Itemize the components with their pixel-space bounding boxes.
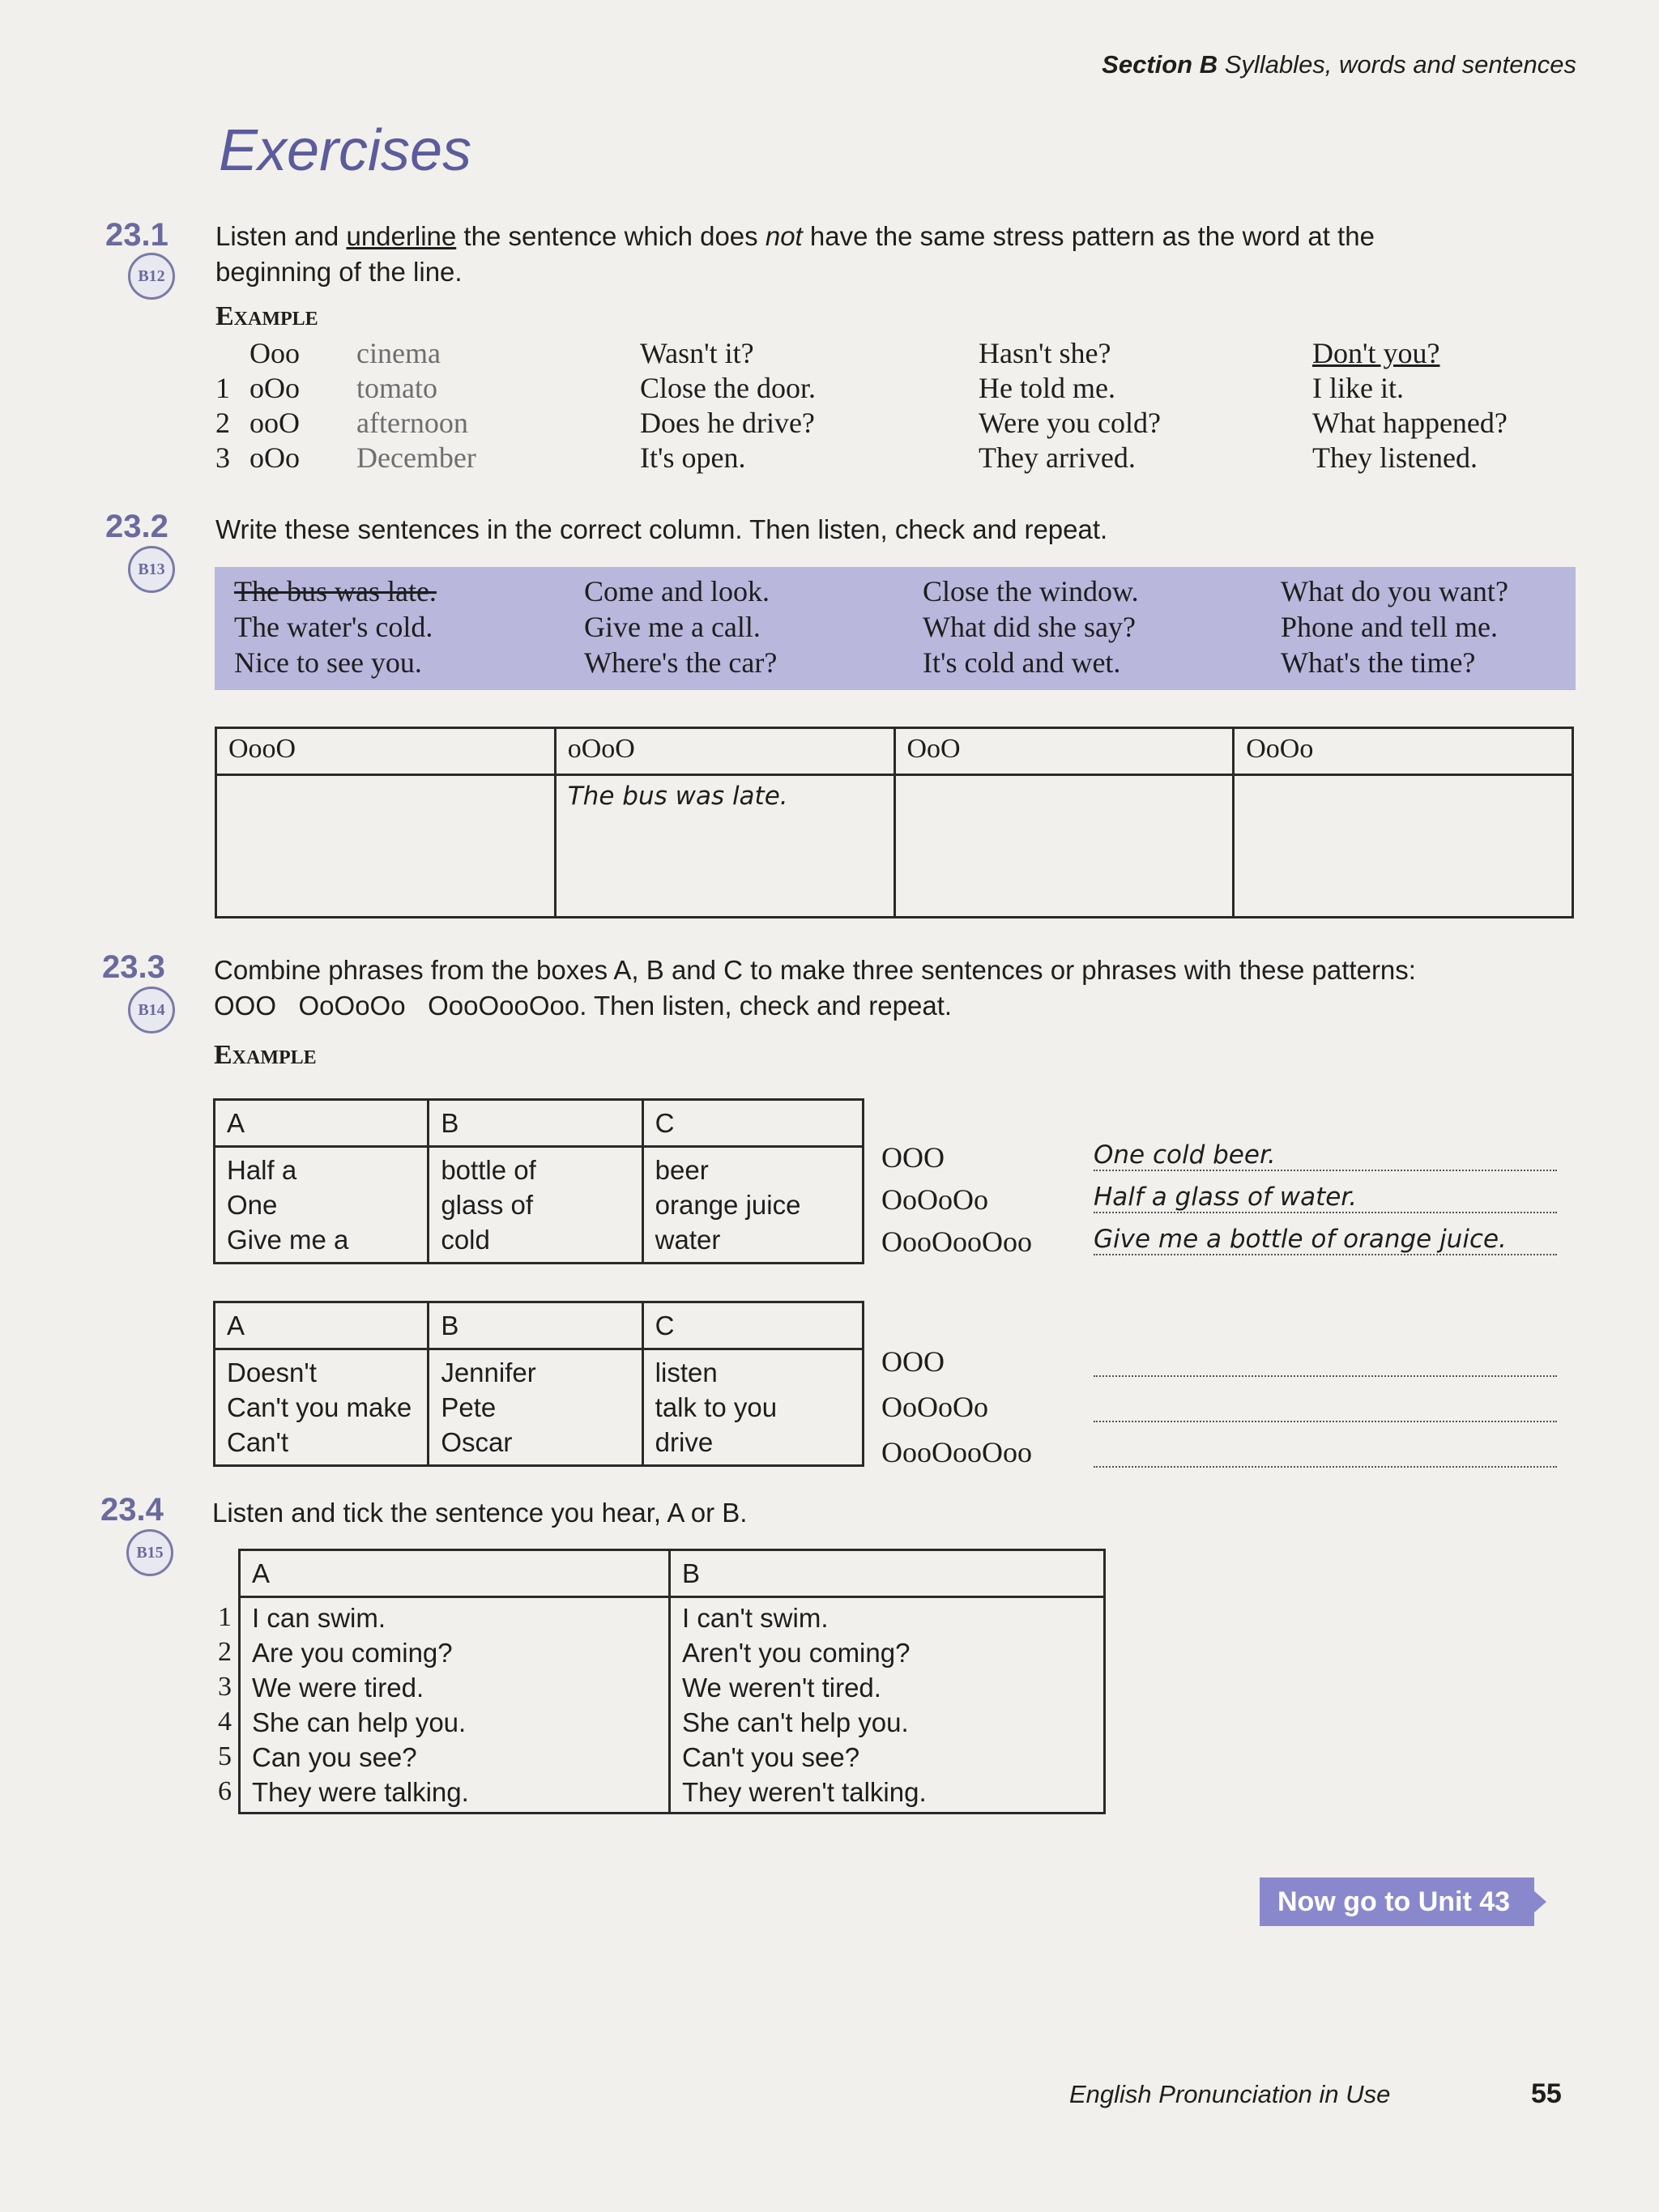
book-title: English Pronunciation in Use — [1069, 2080, 1391, 2108]
box-sentence: Nice to see you. — [234, 646, 422, 679]
phrase-table — [213, 1301, 864, 1467]
answer-line[interactable] — [1094, 1351, 1557, 1377]
pattern: OOO — [881, 1141, 945, 1174]
box-sentence: Where's the car? — [584, 646, 778, 679]
pattern-answer-row — [881, 1183, 1570, 1225]
column-b — [429, 1147, 642, 1264]
cd-track-icon[interactable] — [128, 253, 175, 300]
answer-cell[interactable] — [555, 775, 894, 918]
column-header: OoO — [894, 728, 1234, 775]
row-number: 6 — [218, 1775, 232, 1806]
column-header: C — [642, 1100, 863, 1147]
instruction-23-4: Listen and tick the sentence you hear, A or B. — [212, 1498, 748, 1528]
phrase: Can't — [227, 1427, 289, 1457]
tick-table — [201, 1549, 1106, 1814]
pattern: OOO — [881, 1345, 945, 1378]
row-number: 2 — [218, 1636, 232, 1667]
phrase: One — [227, 1190, 278, 1220]
pattern: OoOoOo — [881, 1183, 988, 1216]
option-a[interactable]: Are you coming? — [252, 1638, 453, 1668]
pattern-answer-row — [881, 1390, 1570, 1435]
box-sentence: It's cold and wet. — [923, 646, 1121, 679]
option-a[interactable]: She can help you. — [252, 1707, 467, 1737]
column-header: oOoO — [555, 728, 894, 775]
cd-track-icon[interactable] — [128, 987, 175, 1034]
column-a — [215, 1349, 429, 1466]
phrase: Pete — [441, 1392, 497, 1422]
phrase: drive — [655, 1427, 714, 1457]
answer-cell[interactable] — [1234, 775, 1573, 918]
instruction-23-3 — [214, 953, 1623, 1024]
phrase: water — [655, 1225, 721, 1255]
row-numbers — [201, 1597, 240, 1813]
next-unit-button[interactable] — [1260, 1877, 1534, 1926]
row-number: 3 — [218, 1671, 232, 1702]
answer-line[interactable] — [1094, 1396, 1557, 1422]
exercise-number-23-3: 23.3 — [102, 949, 165, 985]
exercise-number-23-2: 23.2 — [105, 509, 168, 544]
column-a — [215, 1147, 429, 1264]
box-sentence: Give me a call. — [584, 611, 761, 643]
phrase: Can't you make — [227, 1392, 412, 1422]
phrase: glass of — [441, 1190, 534, 1220]
cd-track-label: B13 — [138, 560, 165, 578]
column-a-sentences — [240, 1597, 670, 1813]
column-header: OooO — [216, 728, 556, 775]
phrase: talk to you — [655, 1392, 778, 1422]
exercise-answers — [881, 1345, 1570, 1481]
pattern-answer-row — [881, 1140, 1570, 1183]
column-c — [642, 1147, 863, 1264]
example-label: Example — [215, 301, 318, 331]
answer-line[interactable]: Half a glass of water. — [1094, 1183, 1557, 1213]
box-column-2 — [584, 573, 777, 680]
box-sentence: What do you want? — [1281, 575, 1508, 607]
column-header: C — [642, 1302, 863, 1349]
phrase: orange juice — [655, 1190, 801, 1220]
answer-line[interactable]: One cold beer. — [1094, 1140, 1557, 1171]
stress-pattern-table — [215, 727, 1574, 918]
phrase: Give me a — [227, 1225, 349, 1255]
row-number: 1 — [218, 1601, 232, 1632]
box-sentence: Close the window. — [923, 575, 1139, 607]
column-header: B — [429, 1302, 642, 1349]
option-b[interactable]: I can't swim. — [682, 1603, 829, 1633]
phrase: Half a — [227, 1155, 297, 1185]
option-a[interactable]: They were talking. — [252, 1777, 469, 1807]
instruction-23-2: Write these sentences in the correct column. Then listen, check and repeat. — [215, 514, 1108, 544]
phrase: beer — [655, 1155, 709, 1185]
section-header: Section B Syllables, words and sentences — [1102, 50, 1576, 79]
phrase-table-example — [213, 1098, 864, 1264]
cd-track-label: B15 — [136, 1543, 164, 1562]
option-b[interactable]: Can't you see? — [682, 1742, 860, 1772]
row-number: 4 — [218, 1706, 232, 1737]
box-sentence: The water's cold. — [234, 611, 433, 643]
instruction-23-1: Listen and underline the sentence which does not have the same stress pattern as the word at the beginning of the line. — [215, 221, 1375, 287]
phrase: listen — [655, 1357, 718, 1387]
box-column-3 — [923, 573, 1139, 680]
answer-cell[interactable] — [216, 775, 556, 918]
column-header: B — [670, 1550, 1105, 1597]
column-b-sentences — [670, 1597, 1105, 1813]
column-c — [642, 1349, 863, 1466]
pattern: OoOoOo — [881, 1391, 988, 1423]
box-sentence: Phone and tell me. — [1281, 611, 1498, 643]
answer-line[interactable]: Give me a bottle of orange juice. — [1094, 1225, 1557, 1255]
pattern-answer-row — [881, 1435, 1570, 1481]
column-header: OoOo — [1234, 728, 1573, 775]
box-column-1 — [234, 573, 437, 680]
box-sentence: Come and look. — [584, 575, 770, 607]
phrase: Jennifer — [441, 1357, 536, 1387]
arrow-right-icon[interactable] — [1519, 1877, 1546, 1926]
answer-cell[interactable] — [894, 775, 1234, 918]
column-header: A — [215, 1302, 429, 1349]
column-header: A — [240, 1550, 670, 1597]
answer-line[interactable] — [1094, 1442, 1557, 1468]
column-b — [429, 1349, 642, 1466]
cd-track-label: B12 — [138, 266, 165, 285]
example-label: Example — [214, 1040, 317, 1070]
pattern-answer-row — [881, 1225, 1570, 1267]
option-b[interactable]: Aren't you coming? — [682, 1638, 911, 1668]
spacer — [201, 1550, 240, 1597]
pattern: OooOooOoo — [881, 1225, 1032, 1258]
column-header: B — [429, 1100, 642, 1147]
option-b[interactable]: They weren't talking. — [682, 1777, 927, 1807]
pattern-answer-row — [881, 1345, 1570, 1390]
cd-track-icon[interactable] — [126, 1529, 173, 1576]
option-b[interactable]: She can't help you. — [682, 1707, 909, 1737]
sentence-box — [215, 567, 1576, 690]
page-number: 55 — [1531, 2078, 1562, 2109]
handwritten-answer: The bus was late. — [567, 782, 788, 811]
option-b[interactable]: We weren't tired. — [682, 1673, 881, 1703]
pattern: OooOooOoo — [881, 1436, 1032, 1468]
phrase: cold — [441, 1225, 490, 1255]
instruction-line: Combine phrases from the boxes A, B and C to make three sentences or phrases with these patterns: — [214, 955, 1416, 985]
box-sentence: What did she say? — [923, 611, 1136, 643]
row-number: 5 — [218, 1741, 232, 1771]
cd-track-icon[interactable] — [128, 546, 175, 593]
page-title: Exercises — [219, 118, 472, 183]
box-column-4 — [1281, 573, 1508, 680]
option-a[interactable]: I can swim. — [252, 1603, 386, 1633]
instruction-line: OOO OoOoOo OooOooOoo. Then listen, check and repeat. — [214, 991, 953, 1021]
exercise-number-23-4: 23.4 — [100, 1492, 164, 1528]
next-unit-label: Now go to Unit 43 — [1277, 1886, 1511, 1917]
phrase: bottle of — [441, 1155, 536, 1185]
column-header: A — [215, 1100, 429, 1147]
box-sentence: What's the time? — [1281, 646, 1476, 679]
cd-track-label: B14 — [138, 1000, 165, 1019]
phrase: Oscar — [441, 1427, 513, 1457]
option-a[interactable]: We were tired. — [252, 1673, 424, 1703]
phrase: Doesn't — [227, 1357, 317, 1387]
example-answers — [881, 1140, 1570, 1267]
option-a[interactable]: Can you see? — [252, 1742, 417, 1772]
box-sentence: The bus was late. — [234, 575, 437, 607]
exercise-23-1-rows: Ooo cinema Wasn't it? Hasn't she? Don't you? 1 oOo tomato Close the door. He told me. I like it. 2 ooO afternoon Does he drive? Were you cold? What happened? 3 oOo December It's open. They arrived. They listened. — [215, 337, 1508, 474]
exercise-number-23-1: 23.1 — [105, 217, 168, 253]
